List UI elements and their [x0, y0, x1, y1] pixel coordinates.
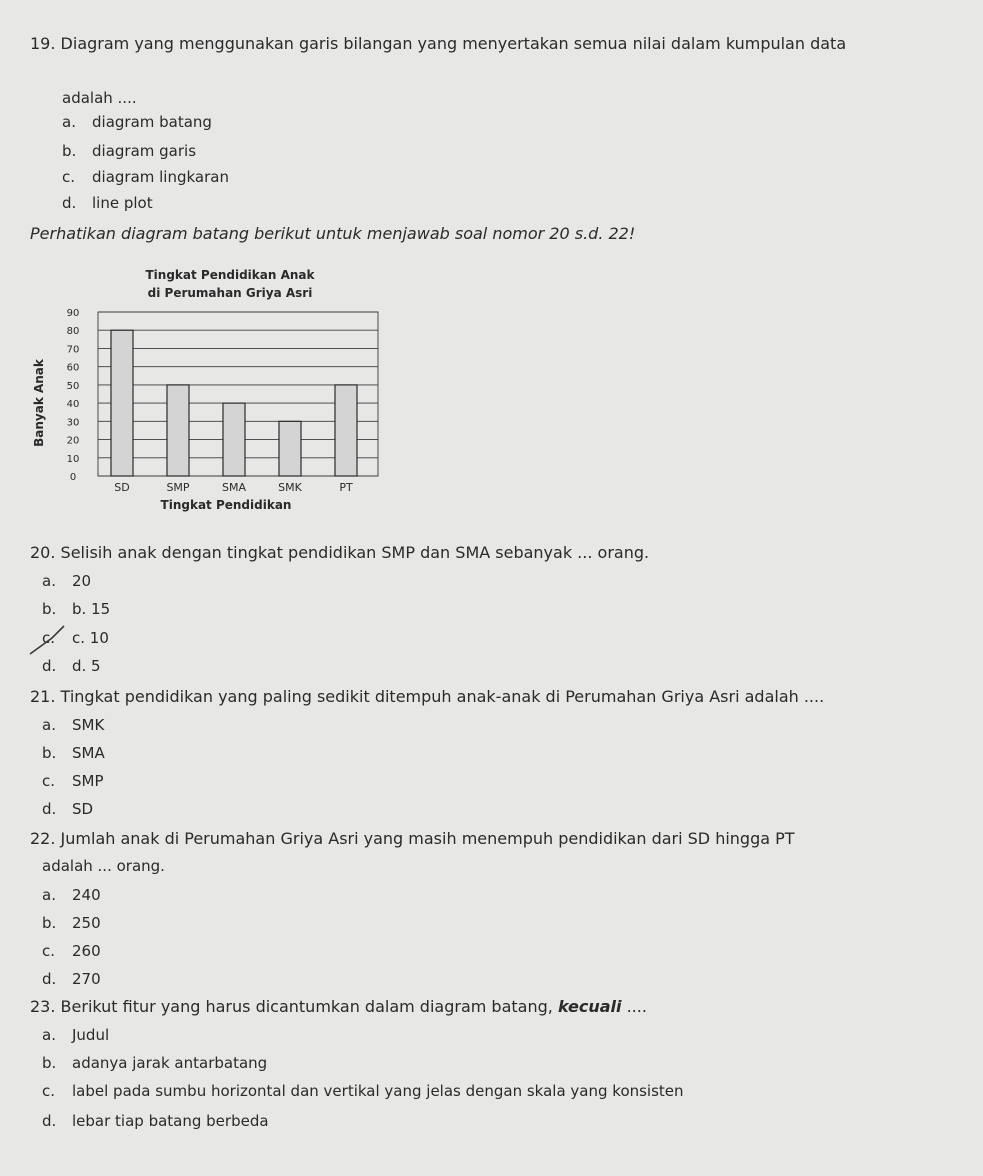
q19-option-b[interactable]: b. diagram garis — [62, 142, 197, 160]
y-tick-label: 10 — [66, 453, 80, 465]
q21-text-body: Tingkat pendidikan yang paling sedikit ditempuh anak-anak di Perumahan Griya Asri adalah .... — [60, 687, 825, 706]
q21-option-a[interactable]: a. SMK — [42, 716, 105, 734]
x-tick-label: SMA — [222, 481, 246, 494]
answer-check-mark — [28, 620, 68, 656]
q21-option-b[interactable]: b. SMA — [42, 744, 105, 762]
q20-option-c[interactable]: c. c. 10 — [42, 629, 109, 647]
bar-pt — [335, 385, 357, 476]
y-tick-label: 80 — [66, 326, 80, 338]
q20-option-a[interactable]: a. 20 — [42, 572, 92, 590]
x-tick-label: SMP — [166, 481, 190, 494]
y-tick-label: 0 — [69, 472, 77, 483]
x-tick-label: SMK — [278, 481, 302, 494]
q19-text — [30, 34, 846, 54]
q20-option-d[interactable]: d. d. 5 — [42, 657, 101, 675]
q21-number: 21. — [30, 687, 56, 706]
q19-number: 19. — [30, 34, 56, 53]
chart-instruction: Perhatikan diagram batang berikut untuk menjawab soal nomor 20 s.d. 22! — [30, 224, 636, 243]
q22-option-d[interactable]: d. 270 — [42, 970, 101, 988]
chart-x-label: Tingkat Pendidikan — [160, 498, 292, 512]
q22-text — [30, 829, 795, 849]
x-tick-label: SD — [114, 481, 130, 494]
q23-number: 23. — [30, 997, 56, 1016]
y-tick-label: 90 — [66, 308, 80, 319]
q19-option-d[interactable]: d. line plot — [62, 194, 153, 212]
q22-text-line1: Jumlah anak di Perumahan Griya Asri yang masih menempuh pendidikan dari SD hingga PT — [60, 829, 795, 848]
q23-text-emphasis: kecuali — [557, 997, 622, 1016]
q23-option-b[interactable]: b. adanya jarak antarbatang — [42, 1054, 268, 1072]
q23-text — [30, 997, 647, 1017]
q23-text-after: .... — [626, 997, 647, 1016]
bar-sd — [111, 330, 133, 476]
q22-number: 22. — [30, 829, 56, 848]
y-tick-label: 70 — [66, 344, 80, 356]
y-tick-label: 60 — [66, 362, 80, 374]
bar-smp — [167, 385, 189, 476]
chart-y-ticks — [67, 308, 80, 483]
q19-option-c[interactable]: c. diagram lingkaran — [62, 168, 229, 186]
q23-option-a[interactable]: a. Judul — [42, 1026, 110, 1044]
q23-text-before: Berikut fitur yang harus dicantumkan dalam diagram batang, — [60, 997, 553, 1016]
y-tick-label: 20 — [66, 435, 80, 447]
q19-text-line1: Diagram yang menggunakan garis bilangan yang menyertakan semua nilai dalam kumpulan data — [60, 34, 847, 53]
q22-option-a[interactable]: a. 240 — [42, 886, 101, 904]
x-tick-label: PT — [339, 481, 353, 494]
q23-option-c[interactable]: c. label pada sumbu horizontal dan vertikal yang jelas dengan skala yang konsisten — [42, 1082, 684, 1100]
bar-chart — [20, 258, 400, 522]
q20-number: 20. — [30, 543, 56, 562]
q21-option-d[interactable]: d. SD — [42, 800, 94, 818]
q20-text-body: Selisih anak dengan tingkat pendidikan SMP dan SMA sebanyak ... orang. — [60, 543, 650, 562]
q22-text-line2: adalah ... orang. — [42, 857, 165, 875]
q22-option-c[interactable]: c. 260 — [42, 942, 101, 960]
chart-title-line1: Tingkat Pendidikan Anak — [145, 268, 315, 282]
bar-smk — [279, 421, 301, 476]
chart-x-ticks — [114, 481, 353, 494]
y-tick-label: 50 — [66, 380, 80, 392]
q21-text — [30, 687, 824, 707]
y-tick-label: 30 — [66, 417, 80, 429]
q19-option-a[interactable]: a. diagram batang — [62, 113, 212, 131]
y-tick-label: 40 — [66, 399, 80, 411]
q20-option-b[interactable]: b. b. 15 — [42, 600, 111, 618]
q21-option-c[interactable]: c. SMP — [42, 772, 104, 790]
q22-option-b[interactable]: b. 250 — [42, 914, 101, 932]
q20-text — [30, 543, 649, 563]
chart-title-line2: di Perumahan Griya Asri — [147, 286, 313, 300]
bar-sma — [223, 403, 245, 476]
chart-y-label: Banyak Anak — [32, 359, 46, 447]
q23-option-d[interactable]: d. lebar tiap batang berbeda — [42, 1112, 269, 1130]
q19-text-line2: adalah .... — [62, 89, 137, 107]
